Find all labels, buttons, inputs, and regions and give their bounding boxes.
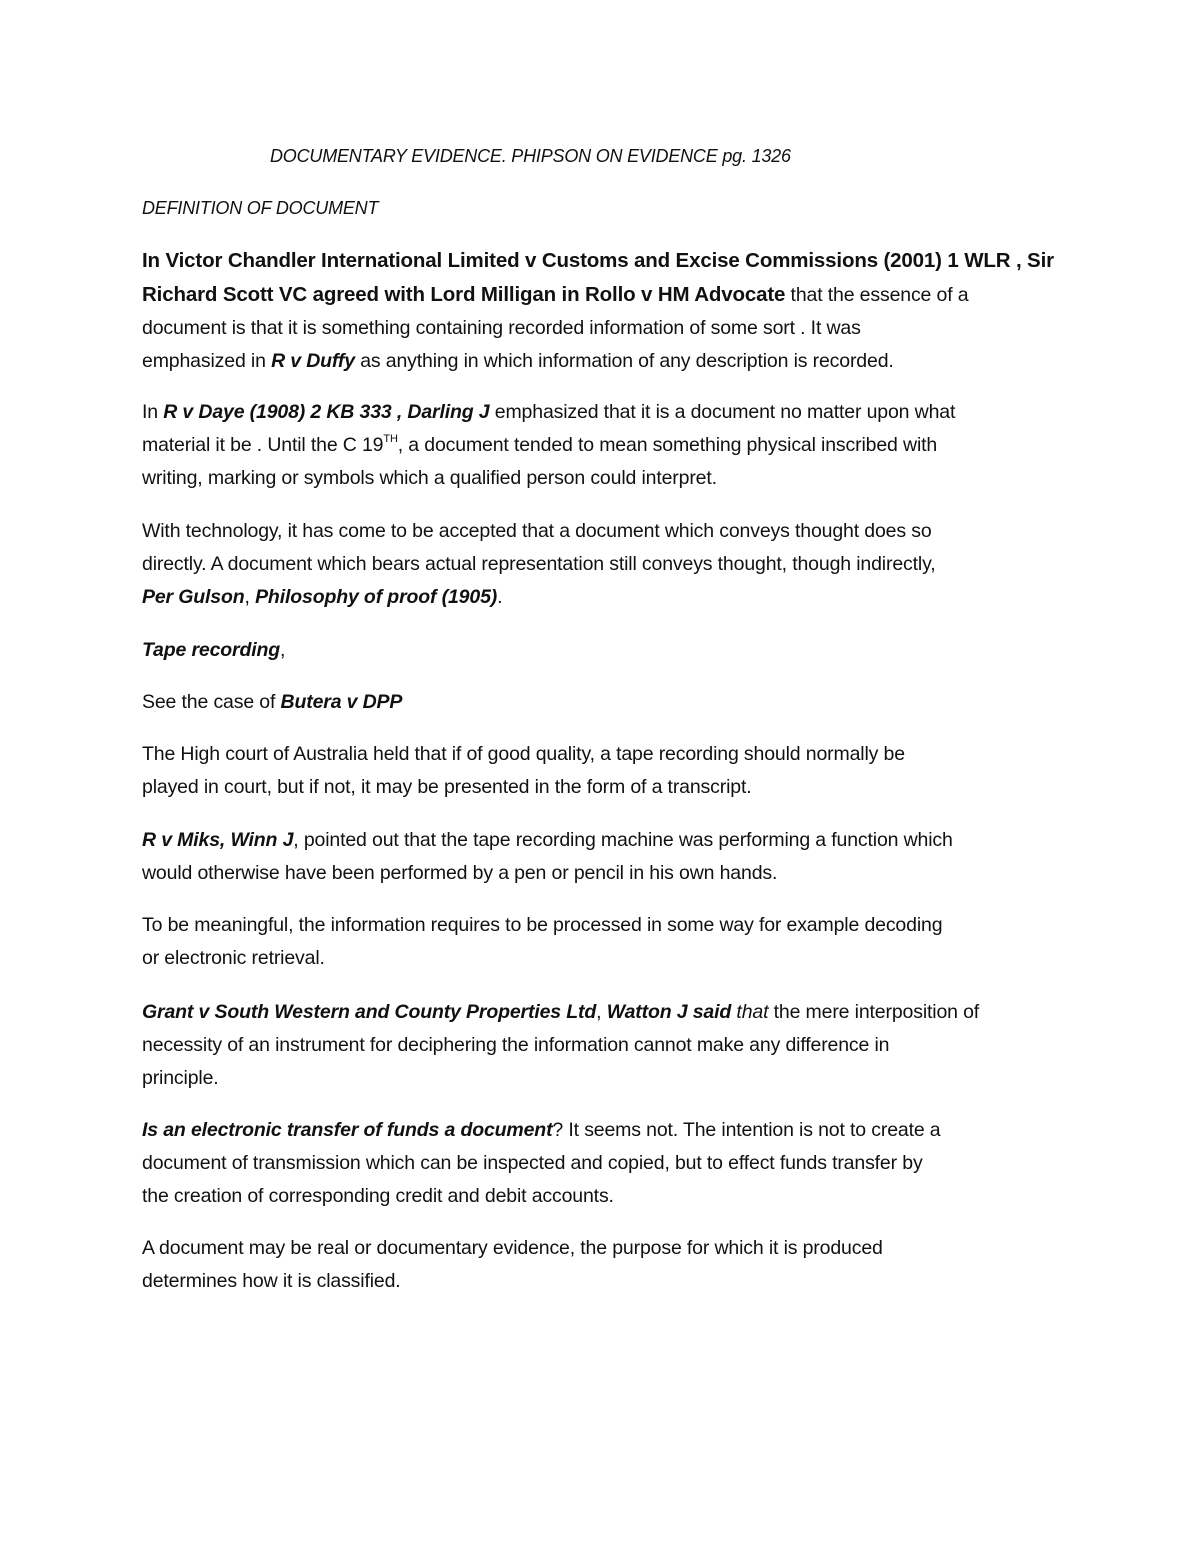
paragraph-text: , <box>244 586 256 608</box>
paragraph-text: , <box>280 639 286 661</box>
paragraph-text: played in court, but if not, it may be presented in the form of a transcript. <box>142 776 752 798</box>
paragraph-butera <box>142 686 1072 719</box>
case-name: Grant v South Western and County Properties Ltd <box>142 1001 597 1023</box>
paragraph-text: The High court of Australia held that if of good quality, a tape recording should normally be <box>142 743 905 765</box>
paragraph-text: See the case of <box>142 691 281 713</box>
case-name: R v Daye (1908) 2 KB 333 , Darling J <box>163 401 490 423</box>
judge-name: Watton J said <box>606 1001 732 1023</box>
paragraph-high-court <box>142 738 1072 804</box>
case-name: Butera v DPP <box>280 691 403 713</box>
paragraph-technology <box>142 515 1072 614</box>
paragraph-text: as anything in which information of any description is recorded. <box>354 350 894 372</box>
paragraph-grant <box>142 996 1072 1095</box>
paragraph-text: To be meaningful, the information requires to be processed in some way for example decoding <box>142 914 943 936</box>
paragraph-real-or-documentary <box>142 1232 1072 1298</box>
paragraph-text: the mere interposition of <box>768 1001 980 1023</box>
paragraph-text: directly. A document which bears actual representation still conveys thought, though indirectly, <box>142 553 936 575</box>
paragraph-text: , pointed out that the tape recording machine was performing a function which <box>293 829 953 851</box>
case-name: R v Miks, Winn J <box>142 829 294 851</box>
paragraph-text: necessity of an instrument for deciphering the information cannot make any difference in <box>142 1034 890 1056</box>
paragraph-text: document is that it is something containing recorded information of some sort . It was <box>142 317 861 339</box>
paragraph-victor-chandler <box>142 244 1072 378</box>
paragraph-meaningful <box>142 909 1072 975</box>
case-citation: In Victor Chandler International Limited v Customs and Excise Commissions (2001) 1 WLR , Sir <box>142 249 1054 272</box>
author-name: Per Gulson <box>142 586 245 608</box>
paragraph-daye <box>142 396 1072 495</box>
paragraph-text: that the essence of a <box>785 284 969 306</box>
paragraph-text: that <box>731 1001 769 1023</box>
section-heading: DEFINITION OF DOCUMENT <box>142 198 379 218</box>
superscript: TH <box>383 433 398 445</box>
work-title: Philosophy of proof (1905) <box>255 586 498 608</box>
case-name: R v Duffy <box>271 350 355 372</box>
paragraph-text: In <box>142 401 164 423</box>
paragraph-text: , <box>596 1001 607 1023</box>
paragraph-text: emphasized that it is a document no matter upon what <box>489 401 956 423</box>
document-title: DOCUMENTARY EVIDENCE. PHIPSON ON EVIDENCE pg. 1326 <box>270 146 791 166</box>
paragraph-electronic-transfer <box>142 1114 1072 1213</box>
question: Is an electronic transfer of funds a document <box>142 1119 553 1141</box>
paragraph-text: determines how it is classified. <box>142 1270 401 1292</box>
subheading: Tape recording <box>142 639 281 661</box>
paragraph-text: would otherwise have been performed by a pen or pencil in his own hands. <box>142 862 778 884</box>
paragraph-text: or electronic retrieval. <box>142 947 325 969</box>
case-citation: Richard Scott VC agreed with Lord Milligan in Rollo v HM Advocate <box>142 283 786 306</box>
paragraph-text: With technology, it has come to be accepted that a document which conveys thought does so <box>142 520 932 542</box>
paragraph-text: the creation of corresponding credit and debit accounts. <box>142 1185 614 1207</box>
paragraph-text: writing, marking or symbols which a qualified person could interpret. <box>142 467 717 489</box>
paragraph-text: material it be . Until the C 19 <box>142 434 384 456</box>
paragraph-miks <box>142 824 1072 890</box>
paragraph-text: principle. <box>142 1067 219 1089</box>
paragraph-text: document of transmission which can be inspected and copied, but to effect funds transfer by <box>142 1152 923 1174</box>
paragraph-text: emphasized in <box>142 350 272 372</box>
paragraph-tape-recording-heading <box>142 634 1072 667</box>
paragraph-text: A document may be real or documentary evidence, the purpose for which it is produced <box>142 1237 883 1259</box>
paragraph-text: , a document tended to mean something physical inscribed with <box>397 434 938 456</box>
paragraph-text: . <box>497 586 503 608</box>
paragraph-text: ? It seems not. The intention is not to create a <box>552 1119 941 1141</box>
